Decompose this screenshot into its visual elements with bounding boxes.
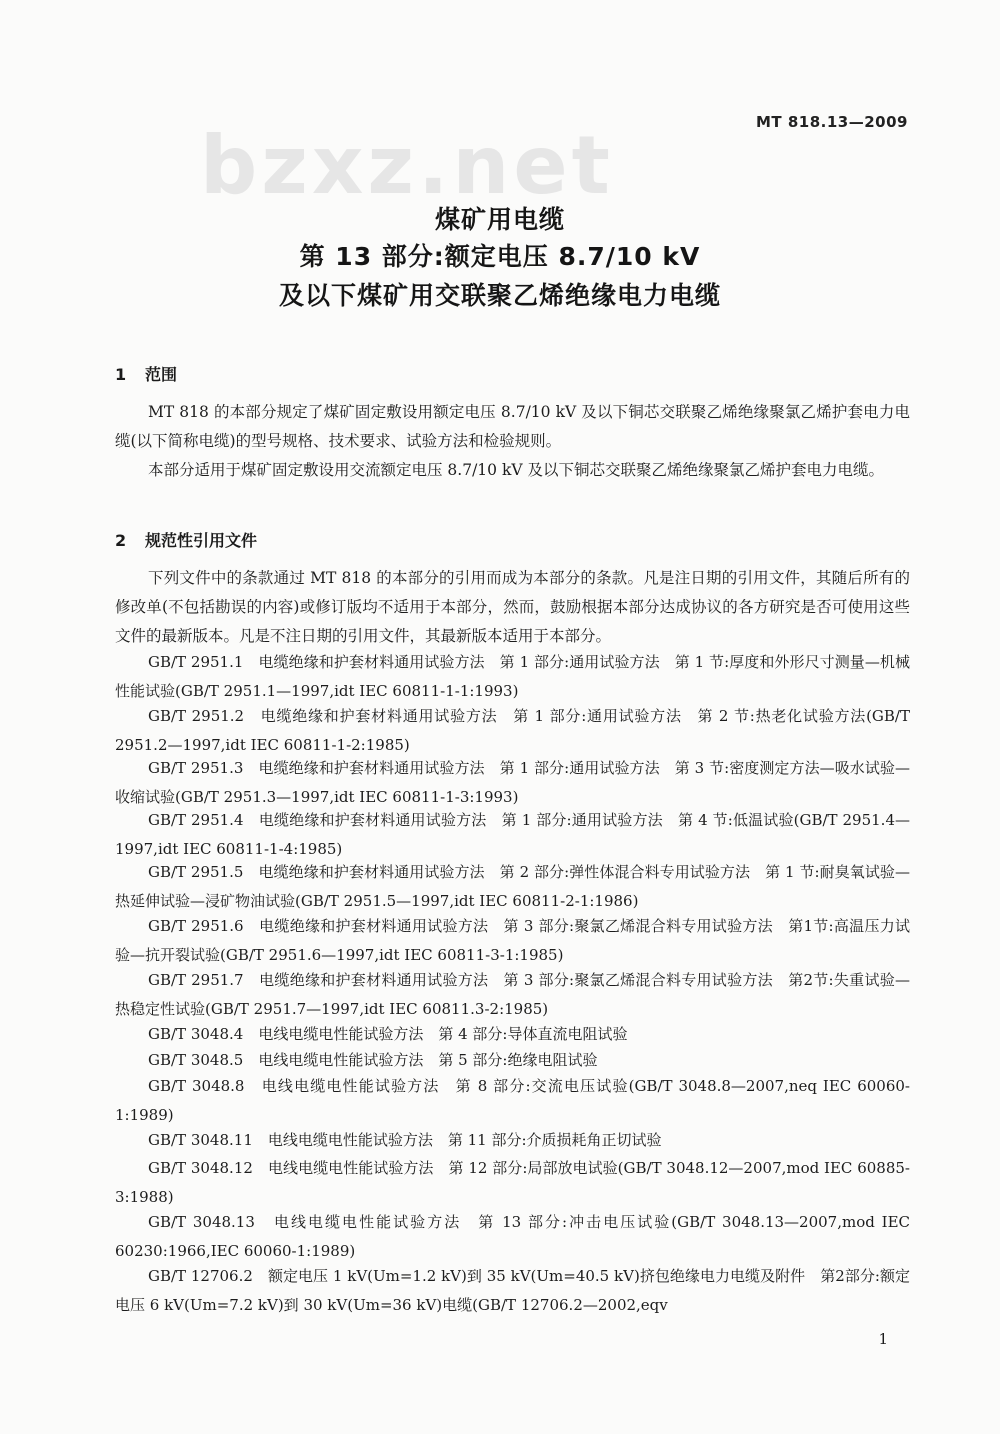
reference-item: GB/T 3048.13 电线电缆电性能试验方法 第 13 部分:冲击电压试验(GB/T 3048.13—2007,mod IEC 60230:1966,IEC 60060-1:1989) [115,1213,910,1260]
title-line-1: 煤矿用电缆 [434,205,565,234]
reference-item: GB/T 2951.3 电缆绝缘和护套材料通用试验方法 第 1 部分:通用试验方法 第 3 节:密度测定方法—吸水试验—收缩试验(GB/T 2951.3—1997,idt IEC 60811-1-3:1993) [115,759,910,806]
reference-item: GB/T 2951.6 电缆绝缘和护套材料通用试验方法 第 3 部分:聚氯乙烯混合料专用试验方法 第1节:高温压力试验—抗开裂试验(GB/T 2951.6—1997,idt IEC 60811-3-1:1985) [115,917,910,964]
section-2-heading [115,528,257,551]
section-1-paragraph-2: 本部分适用于煤矿固定敷设用交流额定电压 8.7/10 kV 及以下铜芯交联聚乙烯绝缘聚氯乙烯护套电力电缆。 [148,461,884,479]
reference-item: GB/T 2951.4 电缆绝缘和护套材料通用试验方法 第 1 部分:通用试验方法 第 4 节:低温试验(GB/T 2951.4—1997,idt IEC 60811-1-4:1985) [115,811,910,858]
reference-item: GB/T 3048.5 电线电缆电性能试验方法 第 5 部分:绝缘电阻试验 [148,1051,598,1069]
watermark: bzxz.net [200,119,614,212]
reference-item: GB/T 3048.11 电线电缆电性能试验方法 第 11 部分:介质损耗角正切试验 [148,1131,662,1149]
reference-item: GB/T 3048.4 电线电缆电性能试验方法 第 4 部分:导体直流电阻试验 [148,1025,628,1043]
title-line-3: 及以下煤矿用交联聚乙烯绝缘电力电缆 [278,281,721,310]
reference-item: GB/T 3048.8 电线电缆电性能试验方法 第 8 部分:交流电压试验(GB/T 3048.8—2007,neq IEC 60060-1:1989) [115,1077,910,1124]
reference-item: GB/T 2951.1 电缆绝缘和护套材料通用试验方法 第 1 部分:通用试验方法 第 1 节:厚度和外形尺寸测量—机械性能试验(GB/T 2951.1—1997,idt IEC 60811-1-1:1993) [115,653,910,700]
title-line-2: 第 13 部分:额定电压 8.7/10 kV [299,242,701,271]
section-1-number: 1 [115,365,127,384]
reference-item: GB/T 3048.12 电线电缆电性能试验方法 第 12 部分:局部放电试验(GB/T 3048.12—2007,mod IEC 60885-3:1988) [115,1159,910,1206]
section-2-intro: 下列文件中的条款通过 MT 818 的本部分的引用而成为本部分的条款。凡是注日期的引用文件，其随后所有的修改单(不包括勘误的内容)或修订版均不适用于本部分，然而，鼓励根据本部分达成协议的各方研究是否可使用这些文件的最新版本。凡是不注日期的引用文件，其最新版本适用于本部分。 [115,569,910,645]
section-1-paragraph-1: MT 818 的本部分规定了煤矿固定敷设用额定电压 8.7/10 kV 及以下铜芯交联聚乙烯绝缘聚氯乙烯护套电力电缆(以下简称电缆)的型号规格、技术要求、试验方法和检验规则。 [115,403,910,450]
section-2-title: 规范性引用文件 [145,531,258,550]
section-1-title: 范围 [145,365,178,384]
page-number: 1 [878,1330,888,1348]
section-1-heading [115,362,177,385]
reference-item: GB/T 2951.7 电缆绝缘和护套材料通用试验方法 第 3 部分:聚氯乙烯混合料专用试验方法 第2节:失重试验—热稳定性试验(GB/T 2951.7—1997,idt IEC 60811.3-2:1985) [115,971,910,1018]
section-2-number: 2 [115,531,127,550]
standard-code: MT 818.13—2009 [755,113,908,131]
reference-item: GB/T 12706.2 额定电压 1 kV(Um=1.2 kV)到 35 kV(Um=40.5 kV)挤包绝缘电力电缆及附件 第2部分:额定电压 6 kV(Um=7.2 kV)到 30 kV(Um=36 kV)电缆(GB/T 12706.2—2002,eqv [115,1267,910,1314]
reference-item: GB/T 2951.5 电缆绝缘和护套材料通用试验方法 第 2 部分:弹性体混合料专用试验方法 第 1 节:耐臭氧试验—热延伸试验—浸矿物油试验(GB/T 2951.5—1997,idt IEC 60811-2-1:1986) [115,863,910,910]
reference-item: GB/T 2951.2 电缆绝缘和护套材料通用试验方法 第 1 部分:通用试验方法 第 2 节:热老化试验方法(GB/T 2951.2—1997,idt IEC 60811-1-2:1985) [115,707,910,754]
